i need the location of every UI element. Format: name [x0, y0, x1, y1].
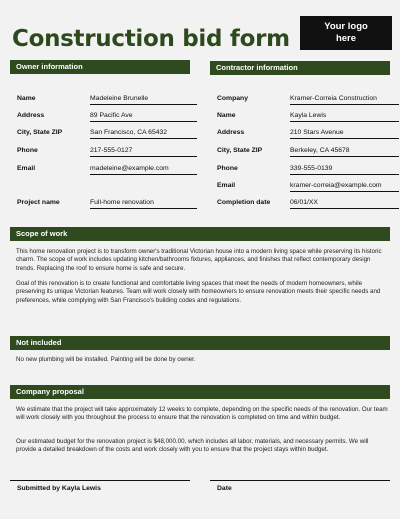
owner-project-label: Project name — [17, 199, 60, 206]
contractor-city-field[interactable]: Berkeley, CA 45678 — [290, 147, 399, 157]
contractor-email-field[interactable]: kramer-correia@example.com — [290, 182, 399, 192]
contractor-address-label: Address — [217, 129, 245, 136]
owner-email-label: Email — [17, 165, 36, 172]
proposal-paragraph-2: Our estimated budget for the renovation project is $48,000.00, which includes all labor, materials, and necessary permits. We will provide a detailed breakdown of the costs and work closely with you to ensure that the project stays within budget. — [16, 438, 369, 454]
submitted-by-label: Submitted by Kayla Lewis — [17, 485, 101, 492]
logo-placeholder — [300, 16, 392, 50]
form-title: Construction bid form — [12, 26, 290, 52]
contractor-name-label: Name — [217, 112, 236, 119]
contractor-phone-label: Phone — [217, 165, 238, 172]
contractor-company-label: Company — [217, 95, 248, 102]
owner-address-field[interactable]: 89 Pacific Ave — [90, 112, 197, 122]
owner-address-row — [17, 112, 192, 124]
owner-section-header: Owner information — [10, 60, 190, 74]
owner-phone-row — [17, 147, 192, 159]
scope-paragraph-1: This home renovation project is to transform owner's traditional Victorian house into a modern living space while preserving its historic charm. The scope of work includes updating kitchen/bathrooms fixtures, appliances, and finishes that reflect contemporary design trends. Replacing the roof to ensure home is safe and secure. — [16, 248, 382, 272]
contractor-completion-field[interactable]: 06/01/XX — [290, 199, 399, 209]
contractor-name-row — [217, 112, 392, 124]
contractor-company-field[interactable]: Kramer-Correia Construction — [290, 95, 399, 105]
contractor-company-row — [217, 95, 392, 107]
not-included-section-header: Not included — [10, 336, 390, 350]
contractor-completion-label: Completion date — [217, 199, 271, 206]
owner-address-label: Address — [17, 112, 45, 119]
logo-text-line2: here — [335, 33, 357, 44]
owner-email-row — [17, 165, 192, 177]
contractor-phone-field[interactable]: 339-555-0139 — [290, 165, 399, 175]
proposal-section-header: Company proposal — [10, 385, 390, 399]
contractor-completion-row — [217, 199, 392, 211]
owner-city-field[interactable]: San Francisco, CA 65432 — [90, 129, 197, 139]
owner-name-field[interactable]: Madeleine Brunelle — [90, 95, 197, 105]
contractor-city-row — [217, 147, 392, 159]
signature-line[interactable] — [10, 480, 190, 481]
not-included-text: No new plumbing will be installed. Painting will be done by owner. — [16, 356, 196, 363]
logo-text-line1: Your logo — [324, 21, 368, 32]
owner-name-row — [17, 95, 192, 107]
contractor-name-field[interactable]: Kayla Lewis — [290, 112, 399, 122]
contractor-section-header: Contractor information — [210, 61, 390, 75]
owner-project-row — [17, 199, 192, 211]
contractor-phone-row — [217, 165, 392, 177]
contractor-email-row — [217, 182, 392, 194]
contractor-address-row — [217, 129, 392, 141]
owner-phone-label: Phone — [17, 147, 38, 154]
contractor-email-label: Email — [217, 182, 236, 189]
date-label: Date — [217, 485, 232, 492]
contractor-address-field[interactable]: 210 Stars Avenue — [290, 129, 399, 139]
owner-email-field[interactable]: madeleine@example.com — [90, 165, 197, 175]
owner-project-field[interactable]: Full-home renovation — [90, 199, 197, 209]
scope-paragraph-2: Goal of this renovation is to create functional and comfortable living spaces that meet the needs of modern homeowners, while preserving its unique Victorian features. Team will work closely with homeowners to ensure renovation meets their specific needs and preferences, while complying with San Francisco's building codes and regulations. — [16, 280, 381, 304]
owner-name-label: Name — [17, 95, 36, 102]
date-line[interactable] — [210, 480, 390, 481]
owner-phone-field[interactable]: 217-555-0127 — [90, 147, 197, 157]
scope-section-header: Scope of work — [10, 227, 390, 241]
owner-city-row — [17, 129, 192, 141]
owner-city-label: City, State ZIP — [17, 129, 63, 136]
contractor-city-label: City, State ZIP — [217, 147, 263, 154]
proposal-paragraph-1: We estimate that the project will take approximately 12 weeks to complete, depending on the specific needs of the renovation. Our team will work closely with you throughout the process to ensure that the renovation is completed on time and within budget. — [16, 406, 388, 422]
